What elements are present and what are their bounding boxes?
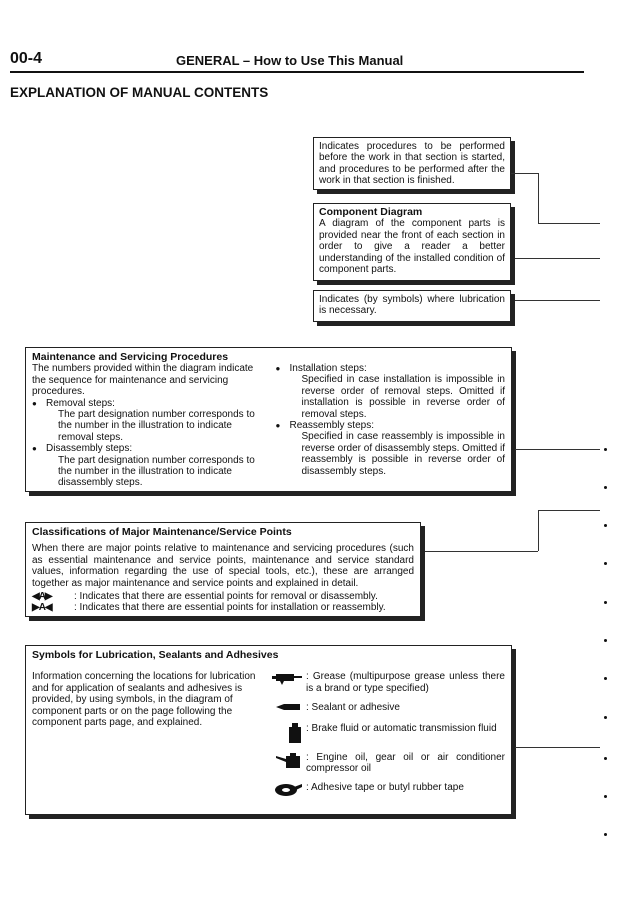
leader-line [515, 258, 600, 259]
leader-line [515, 449, 600, 450]
symbols-title: Symbols for Lubrication, Sealants and Adhesives [32, 649, 279, 661]
brake-fluid-bottle-icon [268, 723, 306, 743]
symbol-text-tape: : Adhesive tape or butyl rubber tape [306, 782, 464, 794]
removal-mark-icon: ◀A▶ [32, 591, 52, 603]
reassembly-steps-text: Specified in case reassembly is impossible in reverse order of disassembly steps. Omitted if reassembly is possible in reverse order of disassembly steps. [301, 431, 505, 477]
installation-steps-text: Specified in case installation is impossible in reverse order of removal steps. Omitted if installation is possible in reverse order of removal steps. [301, 374, 505, 420]
margin-dot [604, 486, 607, 489]
section-title: EXPLANATION OF MANUAL CONTENTS [10, 85, 269, 100]
margin-dot [604, 448, 607, 451]
leader-line [425, 551, 538, 552]
margin-dot [604, 716, 607, 719]
installation-steps-label: ● Installation steps: [276, 363, 506, 374]
leader-line [538, 510, 539, 551]
install-mark-text: : Indicates that there are essential points for installation or reassembly. [74, 602, 386, 614]
removal-steps-label: ● Removal steps: [32, 398, 262, 409]
maintenance-title: Maintenance and Servicing Procedures [32, 351, 229, 363]
component-diagram-text: A diagram of the component parts is provided near the front of each section in order to give a reader a better understanding of the installed condition of component parts. [319, 218, 505, 276]
install-mark-icon: ▶A◀ [32, 602, 52, 614]
page-number: 00-4 [10, 50, 43, 67]
classifications-title: Classifications of Major Maintenance/Service Points [32, 526, 292, 538]
leader-line [538, 510, 600, 511]
header-rule [10, 71, 584, 73]
removal-steps-text: The part designation number corresponds to the number in the illustration to indicate removal steps. [58, 409, 255, 443]
lubrication-note-text: Indicates (by symbols) where lubrication is necessary. [319, 294, 505, 317]
symbol-text-sealant: : Sealant or adhesive [306, 702, 400, 714]
margin-dot [604, 833, 607, 836]
margin-dot [604, 639, 607, 642]
classifications-box [25, 522, 421, 617]
procedures-note-box [313, 137, 511, 190]
symbols-intro: Information concerning the locations for lubrication and for application of sealants and adhesives is provided, by using symbols, in the diagram of component parts or on the page following the component parts page, and explained. [32, 671, 256, 729]
grease-gun-icon [268, 671, 306, 685]
margin-dot [604, 795, 607, 798]
leader-line [538, 223, 600, 224]
margin-dot [604, 677, 607, 680]
component-diagram-title: Component Diagram [319, 206, 423, 218]
maintenance-intro: The numbers provided within the diagram indicate the sequence for maintenance and servicing procedures. [32, 363, 254, 398]
adhesive-tape-icon [268, 782, 306, 796]
page-header-title: GENERAL – How to Use This Manual [176, 53, 404, 68]
lubrication-note-box [313, 290, 511, 322]
reassembly-steps-label: ● Reassembly steps: [276, 420, 506, 431]
symbol-text-oil: : Engine oil, gear oil or air conditioner compressor oil [306, 751, 505, 775]
symbols-box [25, 645, 512, 815]
disassembly-steps-label: ● Disassembly steps: [32, 443, 262, 454]
margin-dot [604, 562, 607, 565]
maintenance-procedures-box [25, 347, 512, 492]
procedures-note-text: Indicates procedures to be performed before the work in that section is started, and procedures to be performed after the work in that section is finished. [319, 141, 505, 187]
margin-dot [604, 524, 607, 527]
disassembly-steps-text: The part designation number corresponds to the number in the illustration to indicate disassembly steps. [58, 454, 255, 489]
leader-line [538, 173, 539, 223]
component-diagram-box [313, 203, 511, 281]
margin-dot [604, 601, 607, 604]
oil-can-icon [268, 752, 306, 770]
leader-line [511, 173, 538, 174]
leader-line [515, 747, 600, 748]
leader-line [515, 300, 600, 301]
removal-mark-text: : Indicates that there are essential points for removal or disassembly. [74, 591, 378, 603]
margin-dot [604, 757, 607, 760]
sealant-tube-icon [268, 702, 306, 712]
symbol-text-grease: : Grease (multipurpose grease unless there is a brand or type specified) [306, 671, 505, 694]
symbol-text-brake-fluid: : Brake fluid or automatic transmission fluid [306, 722, 497, 734]
classifications-text: When there are major points relative to maintenance and servicing procedures (such as essential maintenance and service points, maintenance and service standard values, information regarding the use of special tools, etc.), these are arranged together as major maintenance and service points and explained in detail. [32, 543, 414, 589]
